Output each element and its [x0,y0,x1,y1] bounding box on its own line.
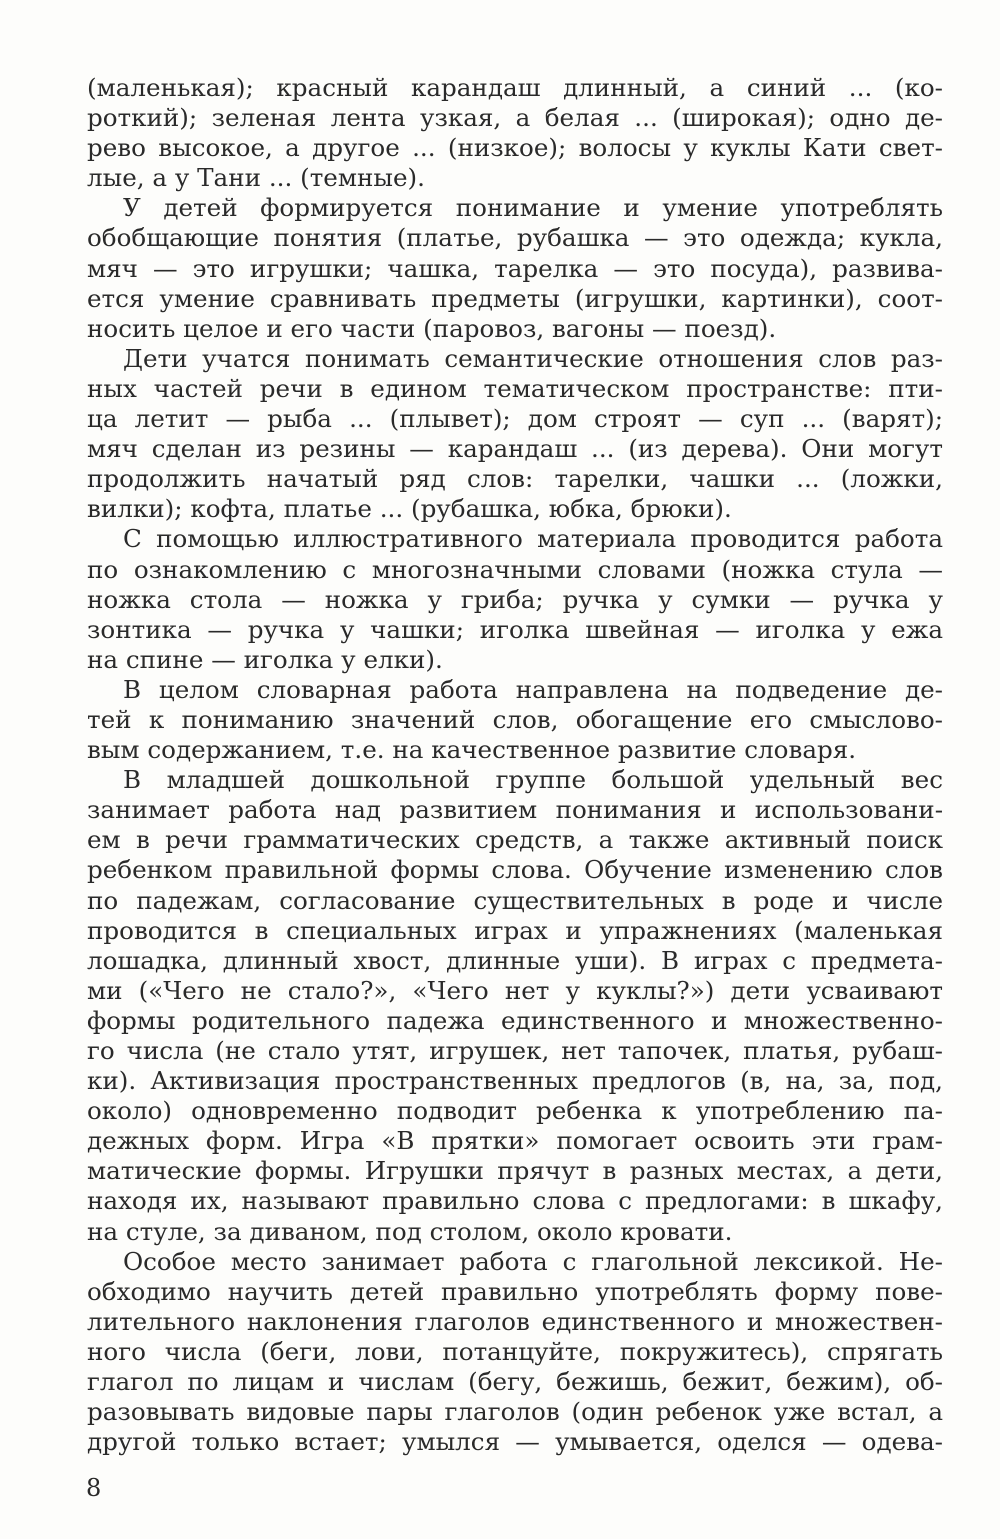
text-line: С помощью иллюстративного материала проводится работа [123,524,943,554]
paragraph [87,73,943,193]
text-line: ножка стола — ножка у гриба; ручка у сумки — ручка у [87,584,943,614]
text-line: мяч сделан из резины — карандаш ... (из дерева). Они могут [87,434,943,464]
text-line: рево высокое, а другое ... (низкое); волосы у куклы Кати свет- [87,133,943,163]
text-line: У детей формируется понимание и умение употреблять [123,193,943,223]
text-line: дежных форм. Игра «В прятки» помогает освоить эти грам- [87,1126,943,1156]
text-line: обходимо научить детей правильно употреблять форму пове- [87,1276,943,1306]
text-line: находя их, называют правильно слова с предлогами: в шкафу, [87,1186,943,1216]
text-line: тей к пониманию значений слов, обогащение его смыслово- [87,704,943,734]
text-line: (маленькая); красный карандаш длинный, а синий ... (ко- [87,73,943,102]
text-line: ных частей речи в едином тематическом пространстве: пти- [87,373,943,403]
paragraph [87,675,943,765]
body-text [87,73,943,1457]
text-line: ца летит — рыба ... (плывет); дом строят — суп ... (варят); [87,404,943,434]
text-line: ного числа (беги, лови, потанцуйте, покружитесь), спрягать [87,1336,943,1366]
text-line: разовывать видовые пары глаголов (один ребенок уже встал, а [87,1397,943,1427]
text-line: другой только встает; умылся — умывается, оделся — одева- [87,1427,943,1457]
text-line: продолжить начатый ряд слов: тарелки, чашки ... (ложки, [87,464,943,494]
text-line: роткий); зеленая лента узкая, а белая ... (широкая); одно де- [87,103,943,133]
page-number: 8 [86,1474,102,1502]
text-line: обобщающие понятия (платье, рубашка — это одежда; кукла, [87,223,943,253]
text-line: Дети учатся понимать семантические отношения слов раз- [123,343,943,373]
text-line: ется умение сравнивать предметы (игрушки, картинки), соот- [87,283,943,313]
text-line: ем в речи грамматических средств, а также активный поиск [87,825,943,855]
text-line: носить целое и его части (паровоз, вагоны — поезд). [87,313,777,343]
text-line: лые, а у Тани ... (темные). [87,163,425,193]
text-line: В целом словарная работа направлена на подведение де- [123,674,943,704]
paragraph [87,344,943,525]
text-line: ми («Чего не стало?», «Чего нет у куклы?») дети усваивают [87,975,943,1005]
text-line: матические формы. Игрушки прячут в разных местах, а дети, [87,1156,943,1186]
paragraph [87,193,943,343]
text-line: вым содержанием, т.е. на качественное развитие словаря. [87,735,857,765]
text-line: зонтика — ручка у чашки; иголка швейная — иголка у ежа [87,614,943,644]
text-line: ки). Активизация пространственных предлогов (в, на, за, под, [87,1066,943,1096]
text-line: проводится в специальных играх и упражнениях (маленькая [87,915,943,945]
text-line: глагол по лицам и числам (бегу, бежишь, бежит, бежим), об- [87,1367,943,1397]
text-line: занимает работа над развитием понимания и использовани- [87,795,943,825]
text-line: лительного наклонения глаголов единственного и множествен- [87,1306,943,1336]
text-line: го числа (не стало утят, игрушек, нет тапочек, платья, рубаш- [87,1036,943,1065]
paragraph [87,765,943,1247]
text-line: ребенком правильной формы слова. Обучение изменению слов [87,855,943,885]
paragraph [87,1247,943,1458]
text-line: мяч — это игрушки; чашка, тарелка — это посуда), развива- [87,253,943,283]
paragraph [87,524,943,674]
text-line: формы родительного падежа единственного и множественно- [87,1005,943,1035]
text-line: по ознакомлению с многозначными словами (ножка стула — [87,554,943,584]
text-line: В младшей дошкольной группе большой удельный вес [123,765,943,795]
text-line: на спине — иголка у елки). [87,644,443,674]
text-line: около) одновременно подводит ребенка к употреблению па- [87,1096,943,1126]
text-line: на стуле, за диваном, под столом, около кровати. [87,1216,733,1246]
text-line: вилки); кофта, платье ... (рубашка, юбка, брюки). [87,494,732,524]
text-line: по падежам, согласование существительных в роде и числе [87,885,943,915]
text-line: лошадка, длинный хвост, длинные уши). В играх с предмета- [87,945,943,975]
text-line: Особое место занимает работа с глагольной лексикой. Не- [123,1246,943,1276]
